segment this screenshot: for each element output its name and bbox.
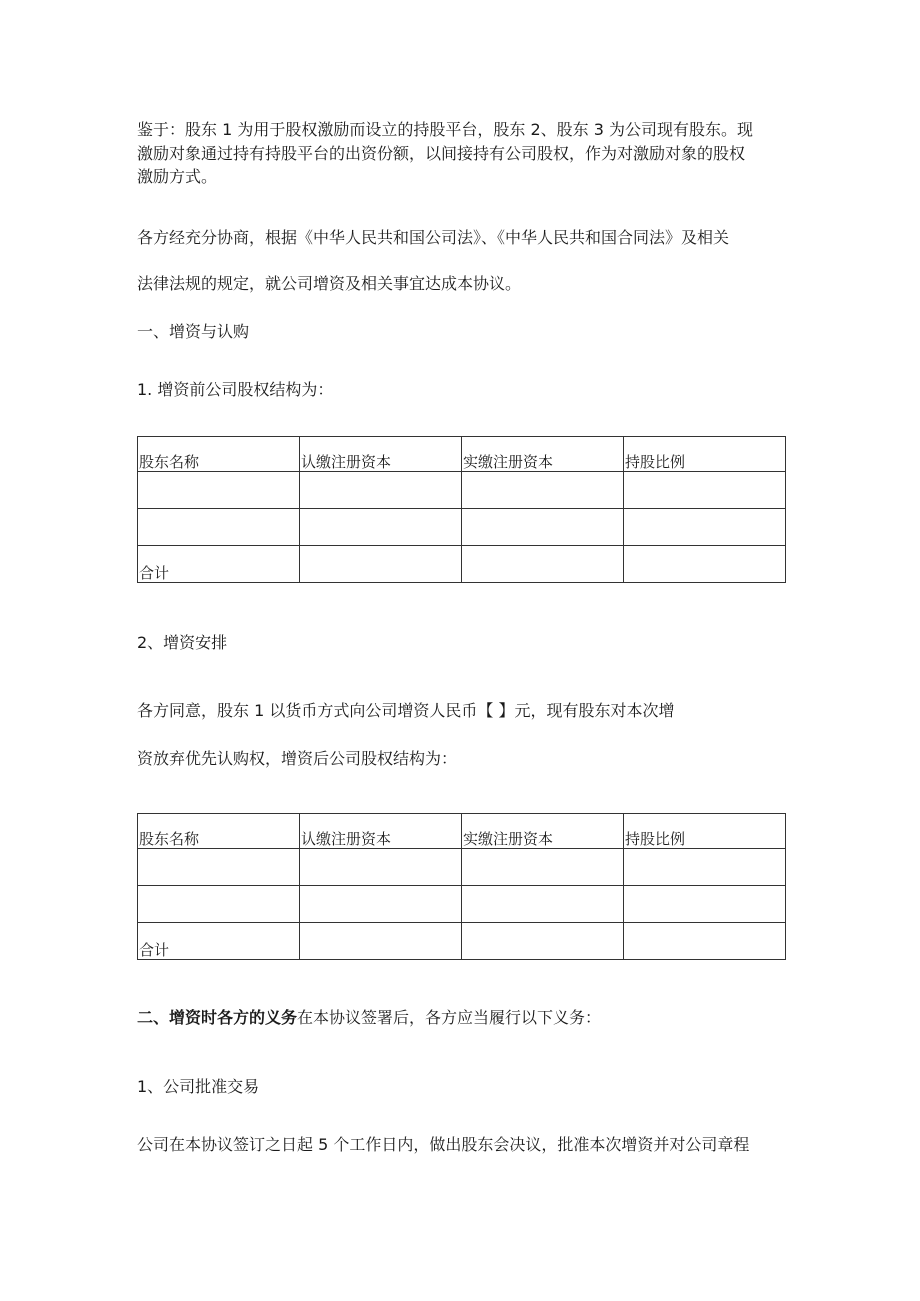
section-1-heading: 一、增资与认购 [137,322,250,341]
header-shareholding-ratio: 持股比例 [624,437,786,472]
header-paid-in-capital: 实缴注册资本 [462,437,624,472]
table-cell [300,849,462,886]
table-row [138,472,786,509]
section-2-item-1-title: 1、公司批准交易 [137,1077,260,1096]
table-cell [300,923,462,960]
table-cell [138,472,300,509]
table-cell [462,546,624,583]
table-header-row [138,437,786,472]
table-cell [300,472,462,509]
section-2-heading [137,1006,601,1030]
table-cell [300,886,462,923]
intro-line-3: 激励方式。 [137,167,218,186]
table-cell [138,849,300,886]
intro-line-1: 鉴于：股东 1 为用于股权激励而设立的持股平台，股东 2、股东 3 为公司现有股东。现 [137,120,753,139]
table-header-row [138,814,786,849]
header-shareholder-name: 股东名称 [138,437,300,472]
table-cell [300,546,462,583]
increase-arrangement-line-2: 资放弃优先认购权，增资后公司股权结构为： [137,749,458,768]
table-cell [624,509,786,546]
header-subscribed-capital: 认缴注册资本 [300,437,462,472]
table-cell [462,472,624,509]
table-cell [300,509,462,546]
table-total-row [138,546,786,583]
header-shareholding-ratio: 持股比例 [624,814,786,849]
table-row [138,509,786,546]
negotiation-line-2: 法律法规的规定，就公司增资及相关事宜达成本协议。 [137,274,522,293]
table-cell [138,886,300,923]
section-2-heading-rest: 在本协议签署后，各方应当履行以下义务： [297,1008,602,1027]
table-cell [624,849,786,886]
table-cell [624,923,786,960]
total-label: 合计 [138,923,300,960]
table-cell [138,509,300,546]
total-label: 合计 [138,546,300,583]
section-1-item-2-title: 2、增资安排 [137,633,228,652]
increase-arrangement-line-1: 各方同意，股东 1 以货币方式向公司增资人民币【 】元，现有股东对本次增 [137,701,675,720]
equity-table-before [137,436,786,583]
table-total-row [138,923,786,960]
header-shareholder-name: 股东名称 [138,814,300,849]
table-row [138,886,786,923]
section-2-heading-bold: 二、增资时各方的义务 [137,1008,298,1027]
section-2-item-1-line-1: 公司在本协议签订之日起 5 个工作日内，做出股东会决议，批准本次增资并对公司章程 [137,1135,750,1154]
header-paid-in-capital: 实缴注册资本 [462,814,624,849]
table-cell [462,886,624,923]
table-cell [624,886,786,923]
table-cell [462,923,624,960]
table-cell [624,546,786,583]
table-cell [462,849,624,886]
header-subscribed-capital: 认缴注册资本 [300,814,462,849]
intro-line-2: 激励对象通过持有持股平台的出资份额，以间接持有公司股权，作为对激励对象的股权 [137,144,746,163]
table-row [138,849,786,886]
negotiation-line-1: 各方经充分协商，根据《中华人民共和国公司法》、《中华人民共和国合同法》及相关 [137,228,730,247]
equity-table-after [137,813,786,960]
table-cell [462,509,624,546]
section-1-item-1-title: 1. 增资前公司股权结构为： [137,380,334,399]
table-cell [624,472,786,509]
